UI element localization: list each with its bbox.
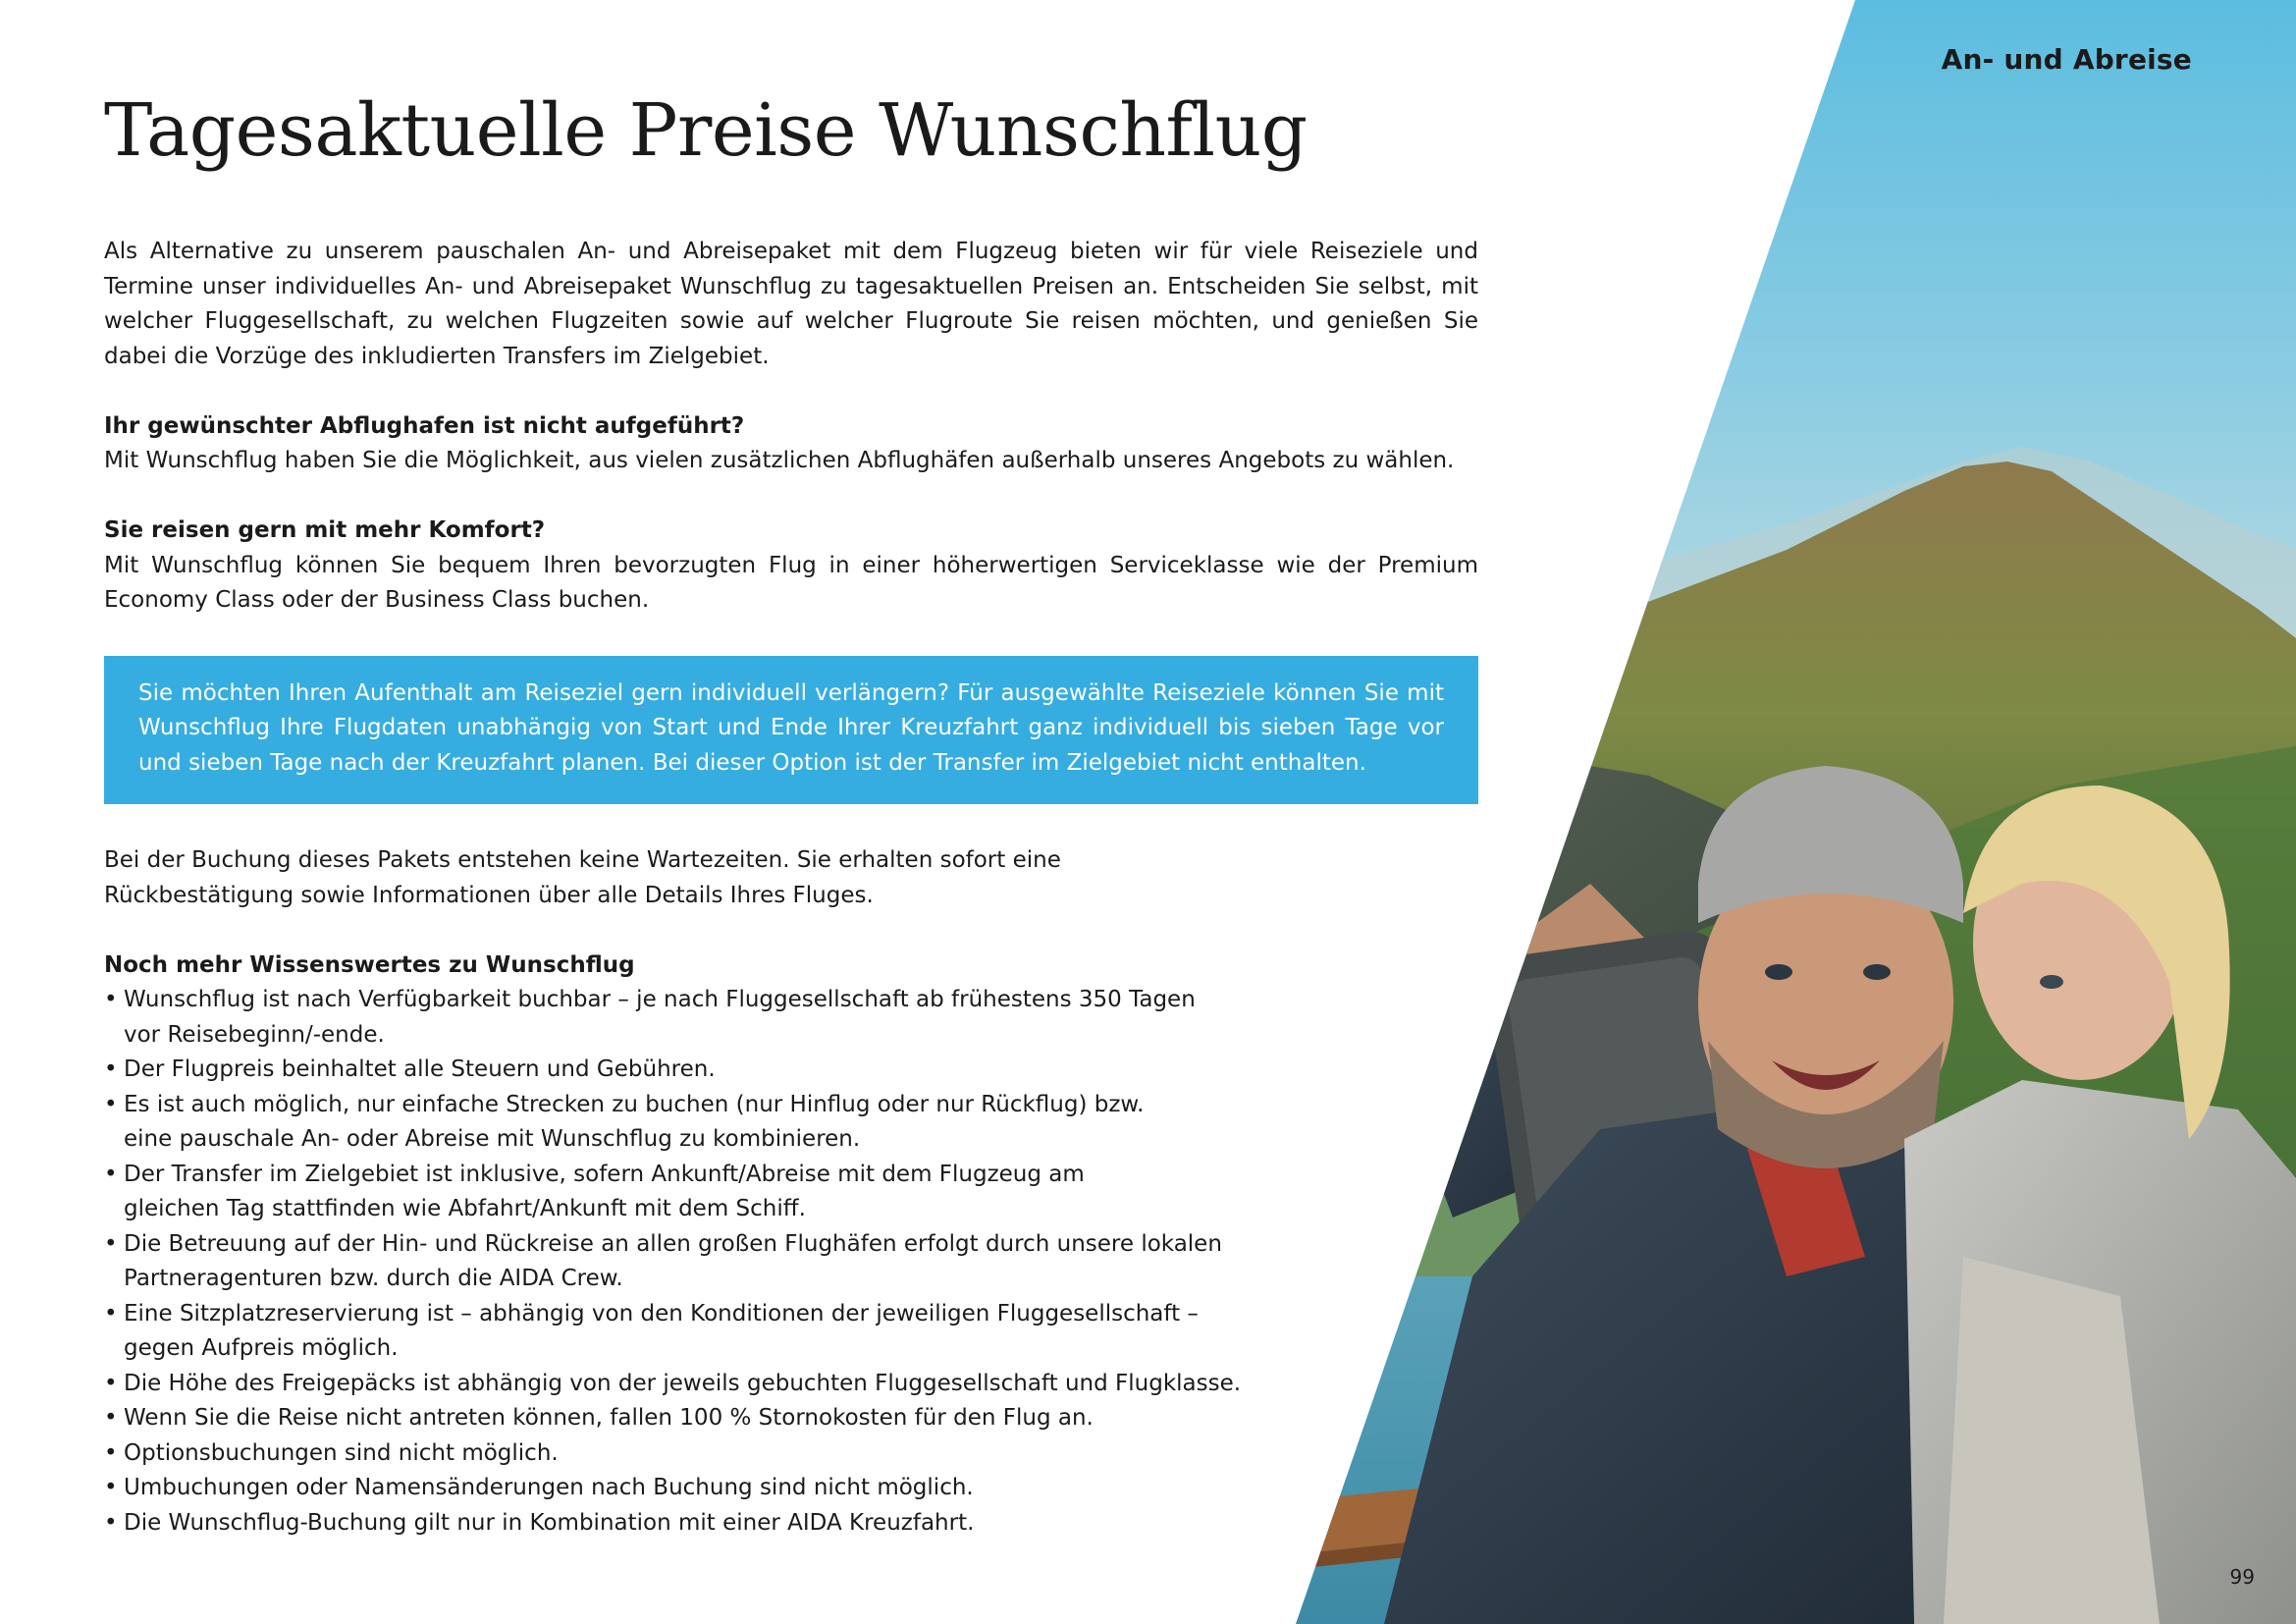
bullet-glyph: • [104,1509,118,1536]
section-label: An- und Abreise [1941,43,2192,76]
list-item: • Die Wunschflug-Buchung gilt nur in Kombination mit einer AIDA Kreuzfahrt. [104,1506,1478,1542]
page-title: Tagesaktuelle Preise Wunschflug [104,88,1308,173]
info-callout-box [104,656,1478,805]
more-info-heading: Noch mehr Wissenswertes zu Wunschflug [104,951,635,978]
faq-question-airport: Ihr gewünschter Abflughafen ist nicht aufgeführt? [104,412,745,439]
list-item: • Optionsbuchungen sind nicht möglich. [104,1436,1478,1472]
bullet-glyph: • [104,1056,118,1082]
bullet-glyph: • [104,1300,118,1326]
list-item: • Der Transfer im Zielgebiet ist inklusive, sofern Ankunft/Abreise mit dem Flugzeug am gleichen Tag stattfinden wie Abfahrt/Ankunft mit dem Schiff. [104,1158,1478,1227]
list-item: • Die Höhe des Freigepäcks ist abhängig von der jeweils gebuchten Fluggesellschaft und Flugklasse. [104,1367,1478,1402]
list-item: • Die Betreuung auf der Hin- und Rückreise an allen großen Flughäfen erfolgt durch unsere lokalen Partneragenturen bzw. durch die AIDA Crew. [104,1227,1478,1297]
bullet-glyph: • [104,1405,118,1431]
more-info-list [104,983,1478,1541]
main-text-column [104,235,1478,1541]
bullet-glyph: • [104,987,118,1012]
list-item: • Es ist auch möglich, nur einfache Strecken zu buchen (nur Hinflug oder nur Rückflug) bzw. eine pauschale An- oder Abreise mit Wunschflug zu kombinieren. [104,1088,1478,1158]
intro-paragraph: Als Alternative zu unserem pauschalen An- und Abreisepaket mit dem Flugzeug bieten wir für viele Reiseziele und Termine unser individuelles An- und Abreisepaket Wunschflug zu tagesaktuellen Preisen an. Entscheiden Sie selbst, mit welcher Fluggesellschaft, zu welchen Flugzeiten sowie auf welcher Flugroute Sie reisen möchten, und genießen Sie dabei die Vorzüge des inkludierten Transfers im Zielgebiet. [104,239,1478,369]
list-item: • Der Flugpreis beinhaltet alle Steuern und Gebühren. [104,1053,1478,1088]
bullet-glyph: • [104,1091,118,1117]
list-item: • Wunschflug ist nach Verfügbarkeit buchbar – je nach Fluggesellschaft ab frühestens 350 Tagen vor Reisebeginn/-ende. [104,983,1478,1053]
info-callout-text: Sie möchten Ihren Aufenthalt am Reiseziel gern individuell verlängern? Für ausgewählte Reiseziele können Sie mit Wunschflug Ihre Flugdaten unabhängig von Start und Ende Ihrer Kreuzfahrt ganz individuell bis sieben Tage vor und sieben Tage nach der Kreuzfahrt planen. Bei dieser Option ist der Transfer im Zielgebiet nicht enthalten. [138,679,1444,776]
booking-info-line-2: Rückbestätigung sowie Informationen über alle Details Ihres Fluges. [104,882,874,908]
bullet-glyph: • [104,1439,118,1466]
list-item: • Wenn Sie die Reise nicht antreten können, fallen 100 % Stornokosten für den Flug an. [104,1401,1478,1436]
faq-question-comfort: Sie reisen gern mit mehr Komfort? [104,517,546,543]
booking-info-line-1: Bei der Buchung dieses Pakets entstehen keine Wartezeiten. Sie erhalten sofort eine [104,847,1061,873]
bullet-glyph: • [104,1161,118,1187]
faq-answer-comfort: Mit Wunschflug können Sie bequem Ihren bevorzugten Flug in einer höherwertigen Serviceklasse wie der Premium Economy Class oder der Business Class buchen. [104,552,1478,613]
page-number: 99 [2229,1565,2255,1589]
bullet-glyph: • [104,1475,118,1500]
list-item: • Umbuchungen oder Namensänderungen nach Buchung sind nicht möglich. [104,1471,1478,1506]
list-item: • Eine Sitzplatzreservierung ist – abhängig von den Konditionen der jeweiligen Fluggesellschaft – gegen Aufpreis möglich. [104,1297,1478,1367]
bullet-glyph: • [104,1230,118,1257]
bullet-glyph: • [104,1370,118,1396]
faq-answer-airport: Mit Wunschflug haben Sie die Möglichkeit, aus vielen zusätzlichen Abflughäfen außerhalb unseres Angebots zu wählen. [104,448,1455,473]
